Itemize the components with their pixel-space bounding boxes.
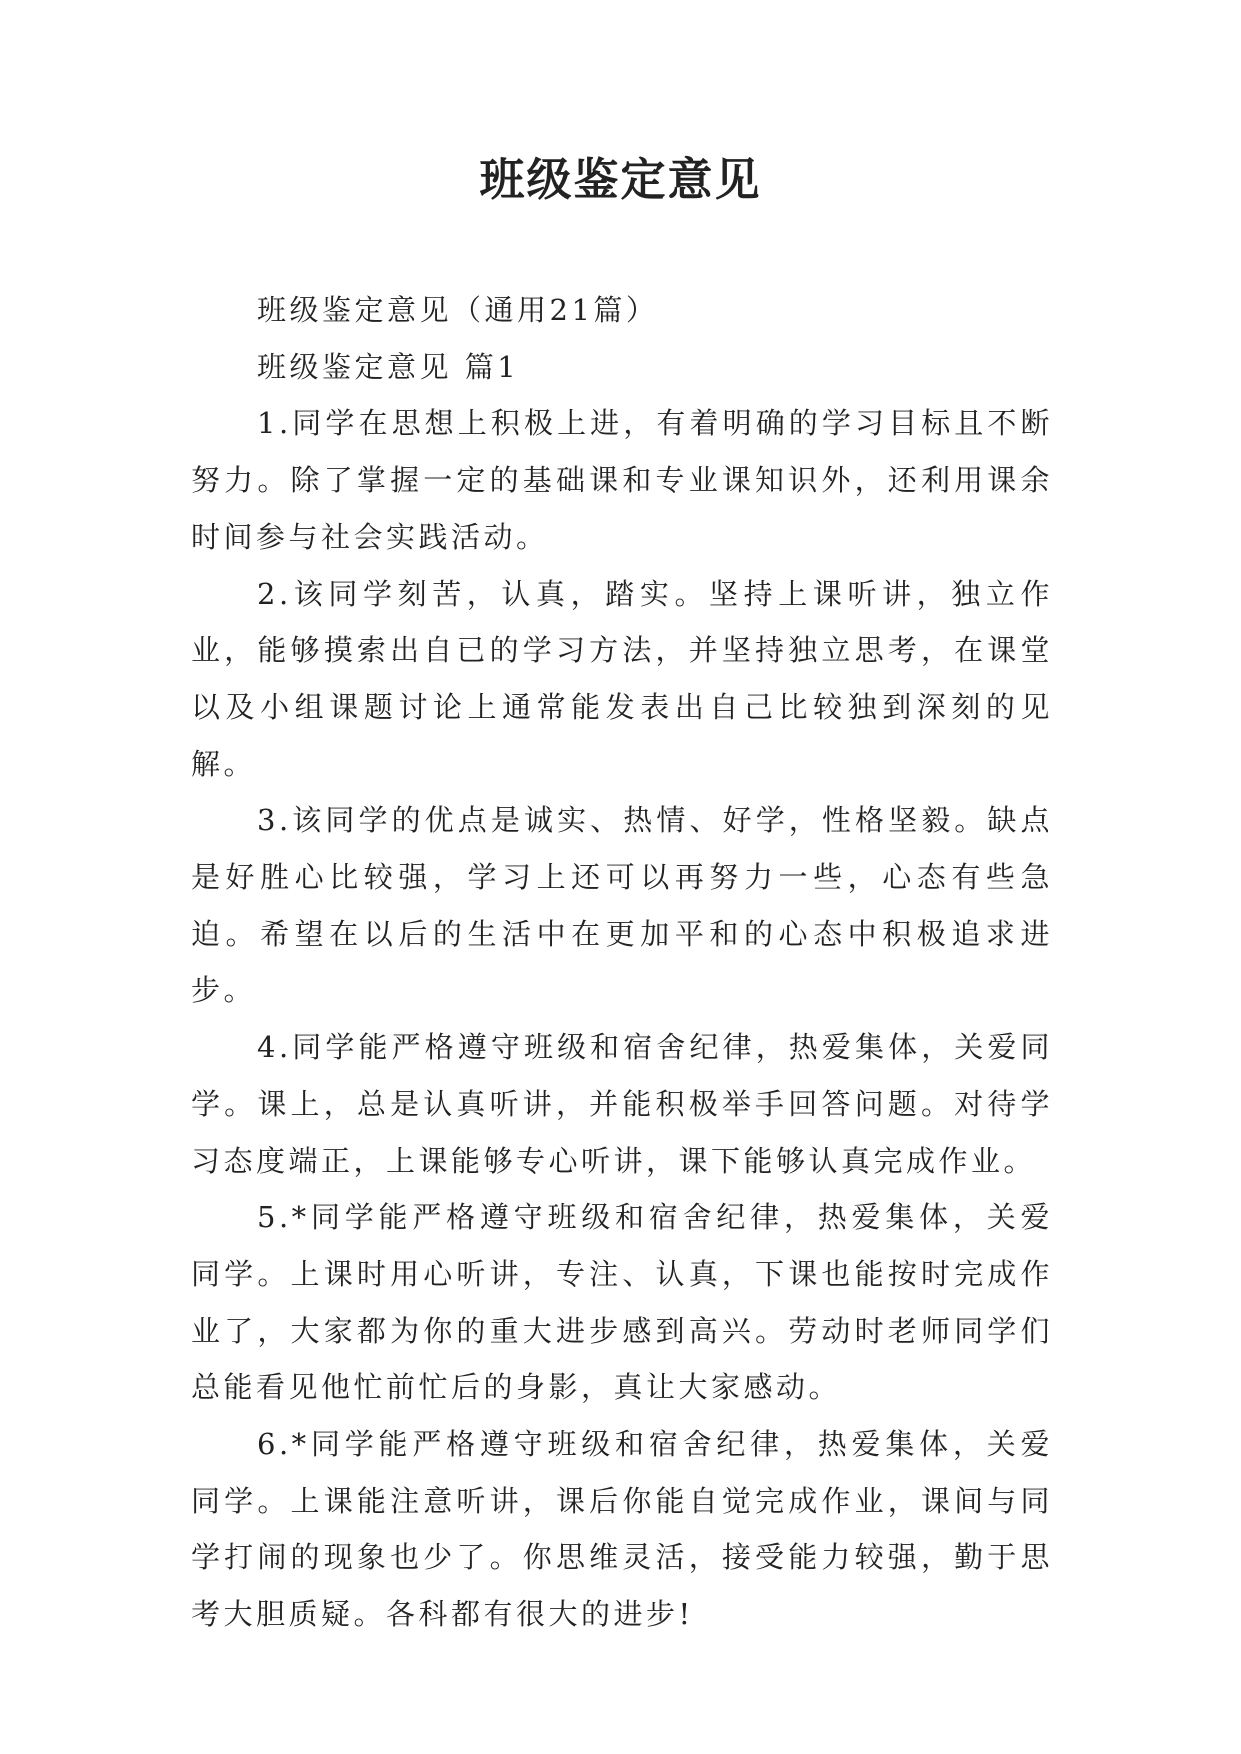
paragraph-5: 5.*同学能严格遵守班级和宿舍纪律，热爱集体，关爱同学。上课时用心听讲，专注、认真，下课也能按时完成作业了，大家都为你的重大进步感到高兴。劳动时老师同学们总能看见他忙前忙后的身影，真让大家感动。 bbox=[191, 1200, 1053, 1405]
paragraph-3: 3.该同学的优点是诚实、热情、好学，性格坚毅。缺点是好胜心比较强，学习上还可以再努力一些，心态有些急迫。希望在以后的生活中在更加平和的心态中积极追求进步。 bbox=[191, 803, 1053, 1008]
paragraph-2: 2.该同学刻苦，认真，踏实。坚持上课听讲，独立作业，能够摸索出自已的学习方法，并坚持独立思考，在课堂以及小组课题讨论上通常能发表出自己比较独到深刻的见解。 bbox=[191, 576, 1053, 781]
paragraph-1: 1.同学在思想上积极上进，有着明确的学习目标且不断努力。除了掌握一定的基础课和专业课知识外，还利用课余时间参与社会实践活动。 bbox=[191, 406, 1053, 554]
document-body bbox=[191, 282, 1053, 1643]
paragraph-4: 4.同学能严格遵守班级和宿舍纪律，热爱集体，关爱同学。课上，总是认真听讲，并能积极举手回答问题。对待学习态度端正，上课能够专心听讲，课下能够认真完成作业。 bbox=[191, 1030, 1053, 1178]
document-title: 班级鉴定意见 bbox=[479, 153, 762, 206]
paragraph-6: 6.*同学能严格遵守班级和宿舍纪律，热爱集体，关爱同学。上课能注意听讲，课后你能自觉完成作业，课间与同学打闹的现象也少了。你思维灵活，接受能力较强，勤于思考大胆质疑。各科都有很大的进步! bbox=[191, 1427, 1053, 1632]
section-heading: 班级鉴定意见 篇1 bbox=[257, 349, 520, 384]
subtitle-line: 班级鉴定意见（通用21篇） bbox=[257, 293, 659, 327]
